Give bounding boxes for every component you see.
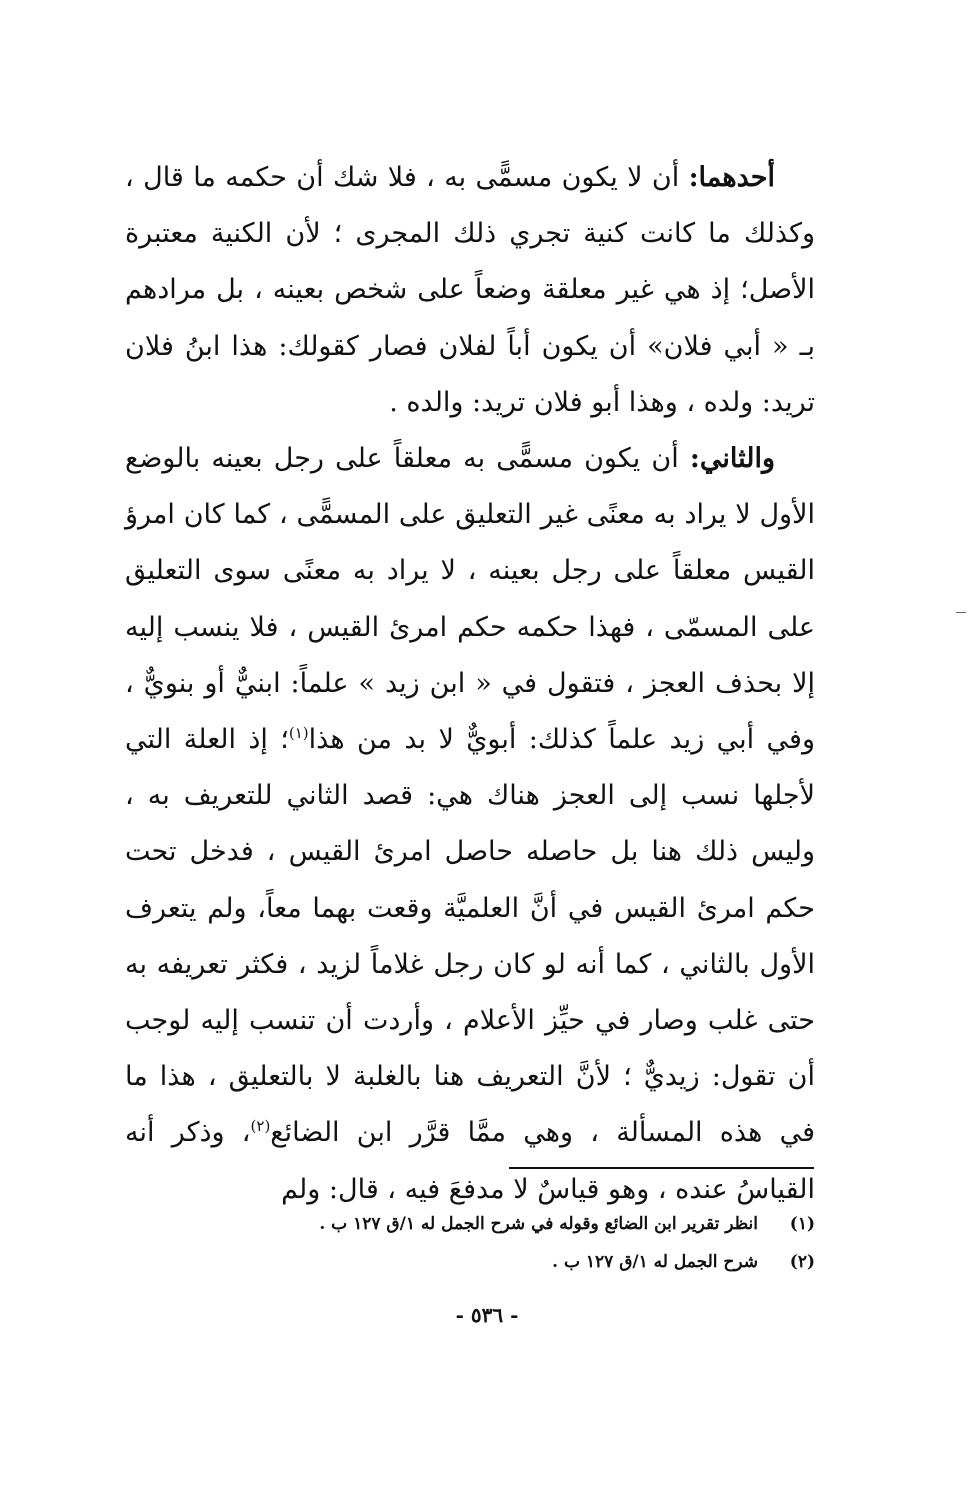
paragraph-text: أن يكون مسمًّى به معلقاً على رجل بعينه بالوضع الأول لا يراد به معنًى غير التعليق على المسمًّى ، كما كان امرؤ القيس معلقاً على رجل بعينه ، لا يراد به معنًى سوى التعليق على المسمّى ، فهذا حكمه حكم امرئ القيس ، فلا ينسب إليه إلا بحذف العجز ، فتقول في « ابن زيد » علماً: ابنيٌّ أو بنويٌّ ، وفي أبي زيد علماً كذلك: أبويٌّ لا بد من هذا: [125, 443, 816, 756]
footnote-text: انظر تقرير ابن الضائع وقوله في شرح الجمل له ١/ق ١٢٧ ب .: [319, 1214, 758, 1234]
paragraph-lead-second: والثاني:: [689, 443, 775, 475]
paragraph-text: ؛ إذ العلة التي لأجلها نسب إلى العجز هناك هي: قصد الثاني للتعريف به ، وليس ذلك هنا بل حاصله حاصل امرئ القيس ، فدخل تحت حكم امرئ القيس في أنَّ العلميَّة وقعت بهما معاً، ولم يتعرف الأول بالثاني ، كما أنه لو كان رجل غلاماً لزيد ، فكثر تعريفه به حتى غلب وصار في حيِّز الأعلام ، وأردت أن تنسب إليه لوجب أن تقول: زيديٌّ ؛ لأنَّ التعريف هنا بالغلبة لا بالتعليق ، هذا ما في هذه المسألة ، وهي ممَّا قرَّر ابن الضائع: [125, 724, 815, 1149]
paragraph-first: [125, 150, 815, 431]
footnote-1: [125, 1205, 815, 1243]
footnote-number: (١): [789, 1214, 815, 1234]
footnote-number: (٢): [789, 1252, 815, 1272]
page-number: - ٥٣٦ -: [455, 1303, 519, 1327]
paragraph-text: ، وذكر أنه القياسُ عنده ، وهو قياسٌ لا مدفعَ فيه ، قال: ولم: [125, 1117, 815, 1205]
paragraph-text: أن لا يكون مسمًّى به ، فلا شك أن حكمه ما قال ، وكذلك ما كانت كنية تجري ذلك المجرى ؛ لأن الكنية معتبرة الأصل؛ إذ هي غير معلقة وضعاً على شخص بعينه ، بل مرادهم بـ « أبي فلان» أن يكون أباً لفلان فصار كقولك: هذا ابنُ فلان تريد: ولده ، وهذا أبو فلان تريد: والده .: [125, 162, 815, 418]
paragraph-lead-first: أحدهما:: [688, 162, 775, 193]
footnote-separator: [509, 1167, 814, 1169]
main-text: [125, 150, 815, 1218]
paragraph-second: [125, 431, 815, 1218]
footnote-2: [125, 1243, 815, 1281]
scan-edge-mark: [956, 612, 966, 613]
footnote-text: شرح الجمل له ١/ق ١٢٧ ب .: [552, 1252, 758, 1272]
footnote-reference-1[interactable]: (١): [288, 724, 309, 743]
footnote-reference-2[interactable]: (٢): [250, 1117, 271, 1136]
footnotes: [125, 1205, 815, 1281]
